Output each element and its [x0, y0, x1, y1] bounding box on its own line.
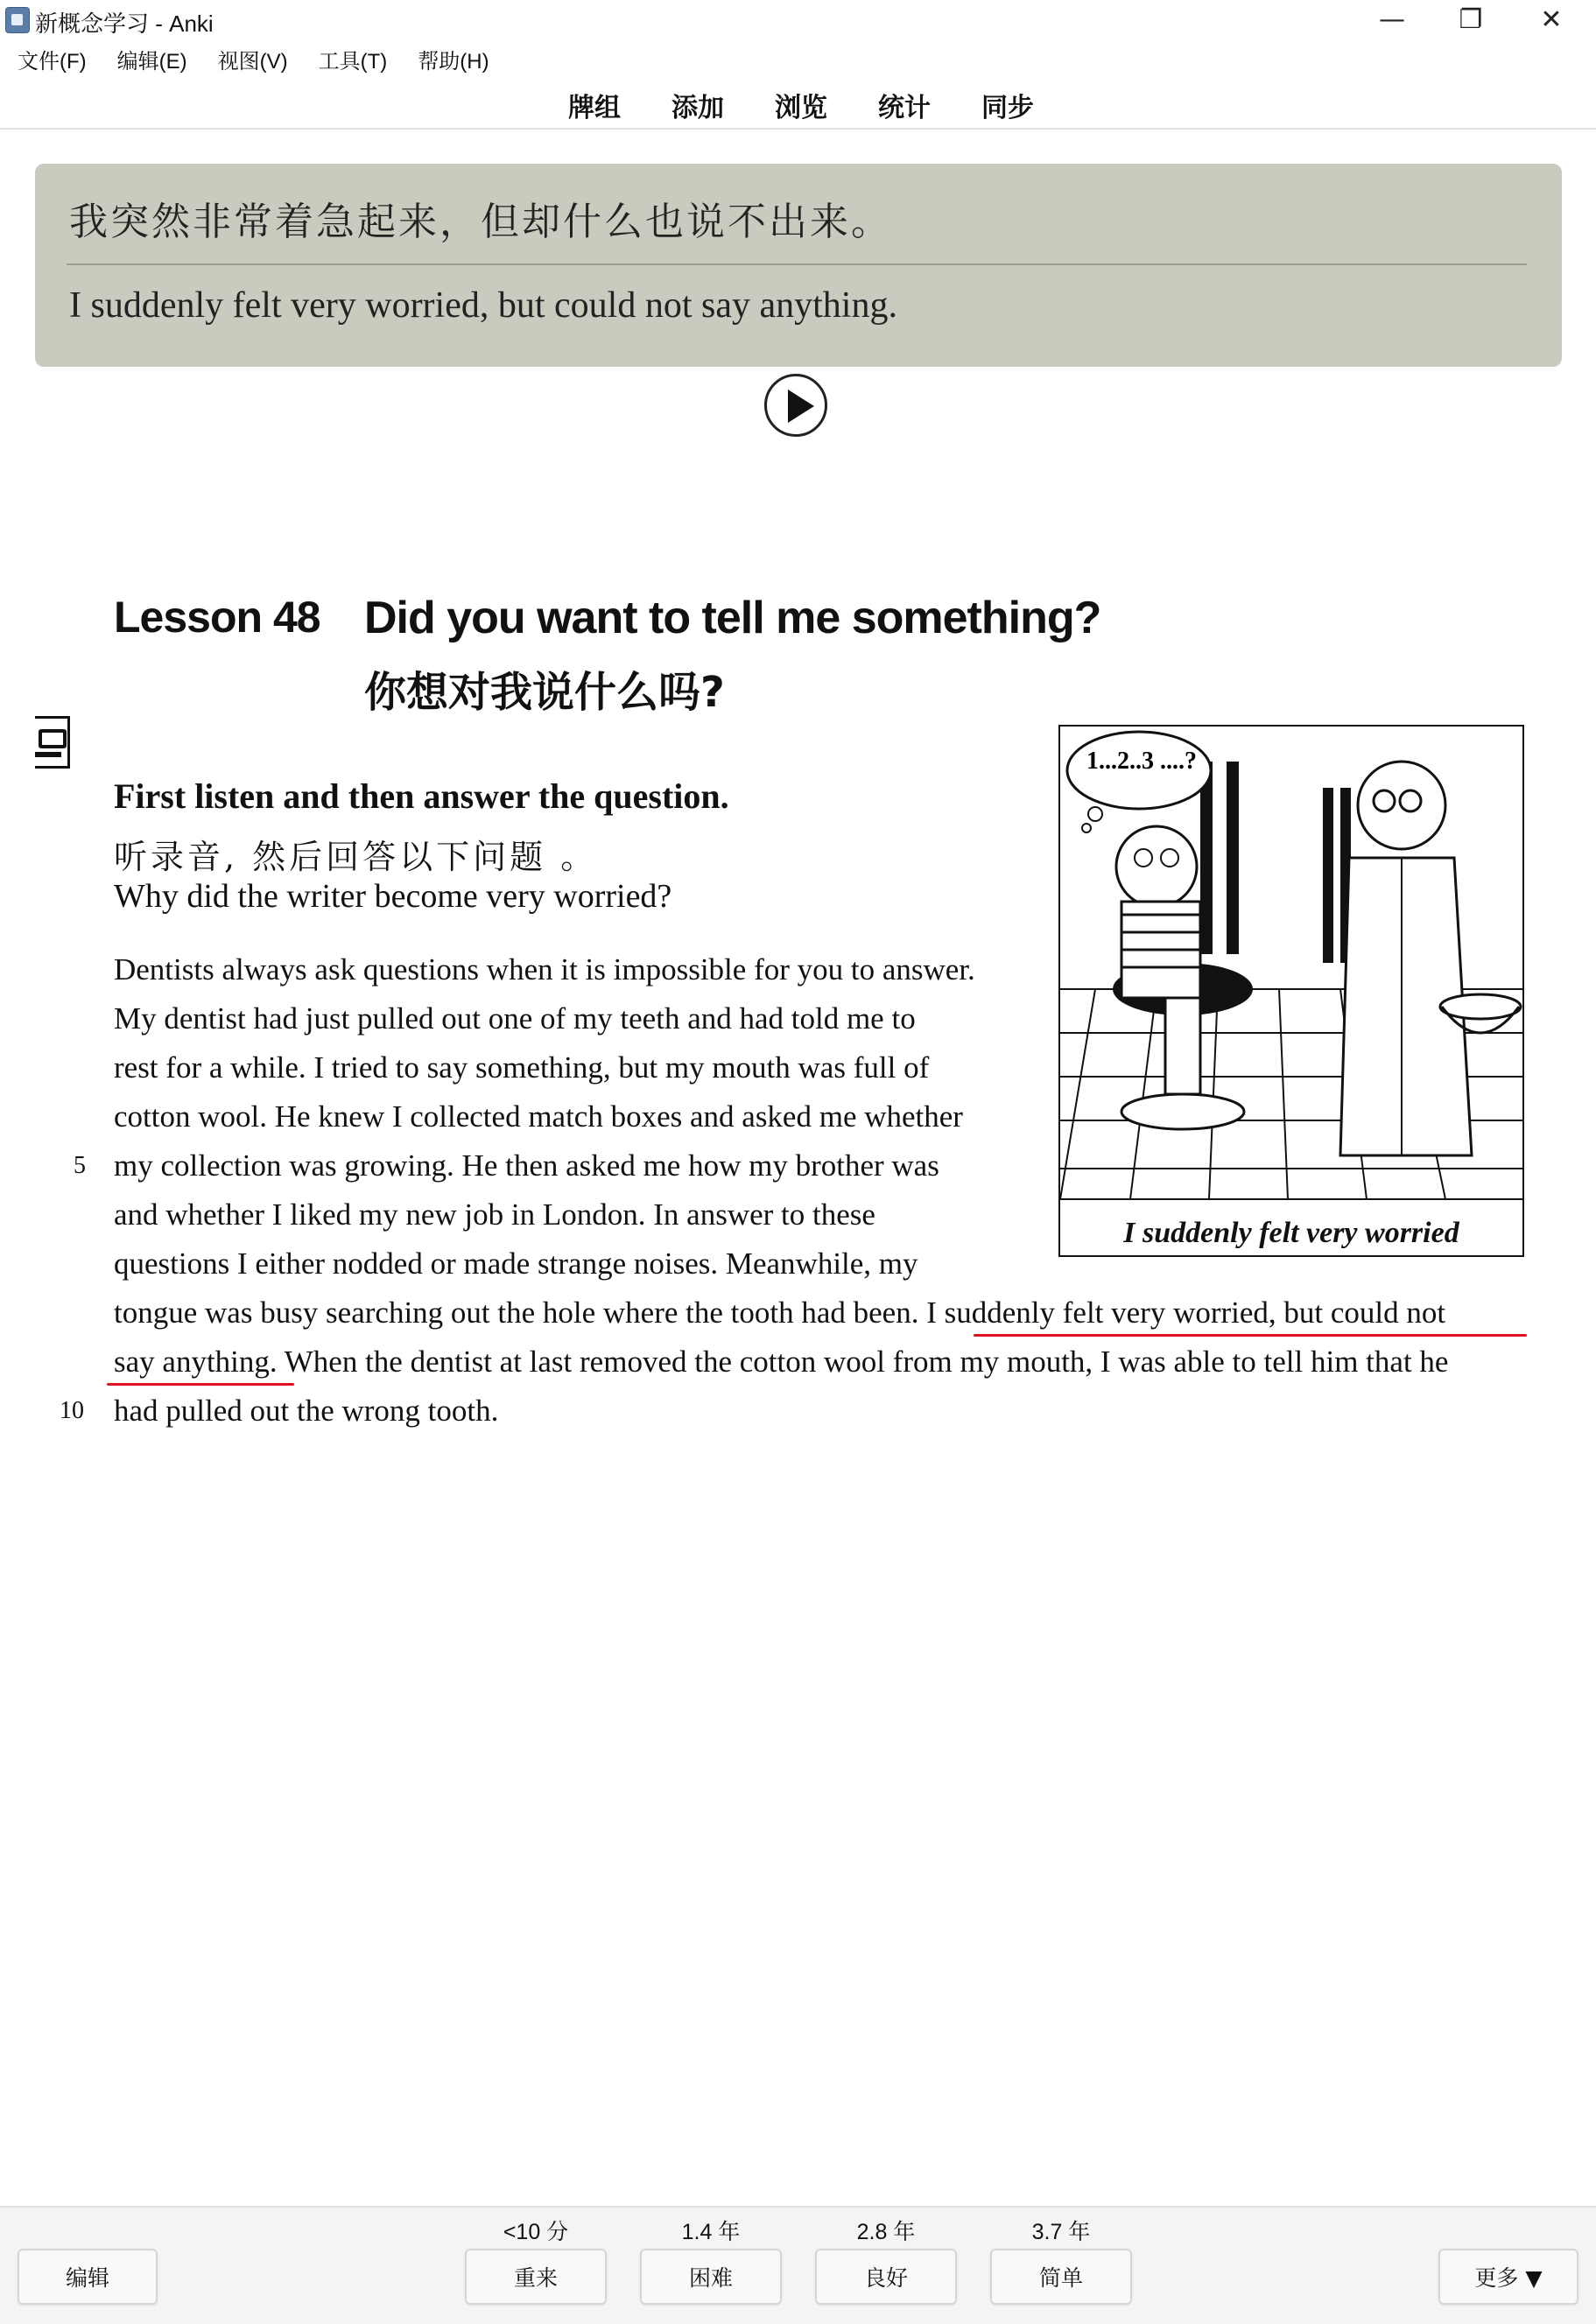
passage-line: My dentist had just pulled out one of my teeth and had told me to: [114, 1001, 916, 1036]
dentist-cartoon-drawing: [1060, 727, 1522, 1255]
lesson-title-chinese: 你想对我说什么吗?: [364, 668, 725, 717]
passage-line: had pulled out the wrong tooth.: [114, 1394, 499, 1428]
good-button[interactable]: 良好: [815, 2249, 957, 2305]
menu-view[interactable]: 视图(V): [217, 50, 288, 74]
passage-line: my collection was growing. He then asked me how my brother was: [114, 1148, 939, 1183]
passage-line: rest for a while. I tried to say something, but my mouth was full of: [114, 1050, 930, 1085]
passage-line: say anything. When the dentist at last removed the cotton wool from my mouth, I was able to tell him that he: [114, 1345, 1449, 1379]
toolbar-add[interactable]: 添加: [671, 93, 724, 123]
hard-button[interactable]: 困难: [640, 2249, 782, 2305]
passage-line: questions I either nodded or made strange noises. Meanwhile, my: [114, 1246, 918, 1281]
lesson-instruction-chinese: 听录音, 然后回答以下问题 。: [114, 838, 598, 876]
menu-edit[interactable]: 编辑(E): [116, 50, 187, 74]
line-number: 5: [74, 1152, 86, 1179]
more-button[interactable]: 更多 ▼: [1438, 2249, 1578, 2305]
lesson-title: Did you want to tell me something?: [364, 593, 1101, 643]
menu-help[interactable]: 帮助(H): [418, 50, 489, 74]
highlight-underline: [107, 1383, 294, 1386]
toolbar-decks[interactable]: 牌组: [568, 93, 621, 123]
passage-line: Dentists always ask questions when it is impossible for you to answer.: [114, 952, 975, 986]
card-chinese-sentence: 我突然非常着急起来，但却什么也说不出来。: [69, 200, 892, 244]
main-toolbar: [0, 77, 1596, 130]
highlight-underline: [974, 1334, 1527, 1337]
close-icon[interactable]: ✕: [1540, 4, 1563, 35]
edit-button[interactable]: 编辑: [18, 2249, 158, 2305]
speech-bubble-text: 1...2..3 ....?: [1086, 748, 1197, 775]
again-interval: <10 分: [503, 2220, 569, 2244]
dentist-illustration: [1058, 725, 1524, 1257]
lesson-question: Why did the writer become very worried?: [114, 878, 672, 915]
minimize-icon[interactable]: —: [1379, 4, 1405, 35]
easy-interval: 3.7 年: [1031, 2220, 1091, 2244]
restore-icon[interactable]: ❐: [1459, 4, 1483, 35]
illustration-caption: I suddenly felt very worried: [1123, 1217, 1459, 1249]
good-interval: 2.8 年: [856, 2220, 916, 2244]
menu-tools[interactable]: 工具(T): [318, 50, 388, 74]
window-title: 新概念学习 - Anki: [35, 11, 214, 37]
again-button[interactable]: 重来: [465, 2249, 607, 2305]
toolbar-sync[interactable]: 同步: [981, 93, 1034, 123]
play-audio-button[interactable]: [764, 374, 827, 437]
menu-file[interactable]: 文件(F): [18, 50, 87, 74]
easy-button[interactable]: 简单: [990, 2249, 1132, 2305]
card-english-sentence: I suddenly felt very worried, but could not say anything.: [69, 285, 897, 326]
anki-app-icon: [5, 7, 30, 33]
toolbar-stats[interactable]: 统计: [878, 93, 931, 123]
line-number: 10: [60, 1397, 84, 1424]
card-sentence-box: [35, 164, 1562, 367]
toolbar-browse[interactable]: 浏览: [775, 93, 827, 123]
card-divider: [67, 263, 1527, 265]
hard-interval: 1.4 年: [681, 2220, 741, 2244]
cassette-icon: [35, 716, 70, 769]
passage-line: tongue was busy searching out the hole where the tooth had been. I suddenly felt very worried, but could not: [114, 1295, 1446, 1330]
lesson-instruction: First listen and then answer the question.: [114, 776, 729, 816]
review-answer-bar: [0, 2206, 1596, 2324]
lesson-number: Lesson 48: [114, 593, 320, 642]
menu-bar: [0, 40, 1596, 74]
passage-line: and whether I liked my new job in London. In answer to these: [114, 1197, 875, 1232]
title-bar: [0, 0, 1596, 39]
passage-line: cotton wool. He knew I collected match boxes and asked me whether: [114, 1099, 963, 1134]
